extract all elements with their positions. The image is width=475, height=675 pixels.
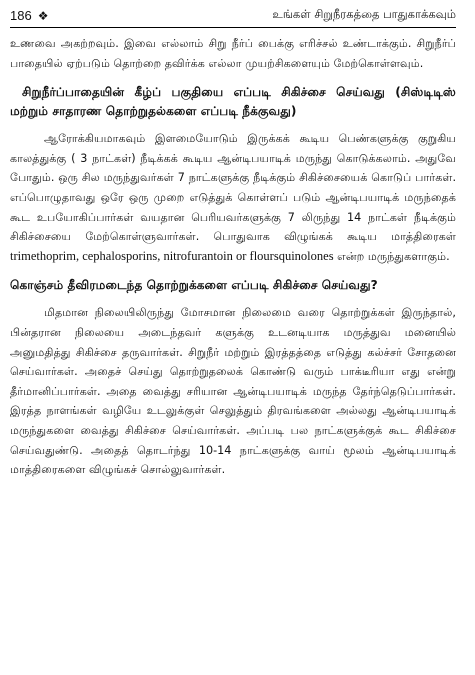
severe-infection-paragraph: மிதமான நிலையிலிருந்து மோசமான நிலைமை வரை தொற்றுக்கள் இருந்தால், பின்தரான நிலையை அடைந்தவர் களுக்கு உடனடியாக மருத்துவ மனையில் அனுமதித்து சிகிச்சை தருவார்கள். சிறுநீர் மற்றும் இரத்தத்தை எடுத்து கல்ச்சர் சோதனை செய்வார்கள். அதைச் செய்து தொற்றுதலைக் கொண்டு வரும் பாக்டீரியா எது என்று தீர்மானிப்பார்கள். அதை வைத்து சரியான ஆன்டிபயாடிக் மருந்த தேர்ந்தெடுப்பார்கள். இரத்த நாளங்கள் வழியே உடலுக்குள் செலுத்தும் திரவங்களை அல்லது ஆன்டிபயாடிக் மருந்துகளை வைத்து சிகிச்சை செய்வார்கள். அப்படி பல நாட்களுக்குக் கூட சிகிச்சை செய்வதுண்டு. அதைத் தொடர்ந்து 10-14 நாட்களுக்கு வாய் மூலம் ஆன்டிபயாடிக் மாத்திரைகளை விழுங்கச் சொல்லுவார்கள்.	[10, 306, 456, 477]
ornament-icon: ❖	[37, 8, 49, 23]
running-title: உங்கள் சிறுநீரகத்தை பாதுகாக்கவும்	[272, 7, 456, 21]
section-heading-severe-infection: கொஞ்சம் தீவிரமடைந்த தொற்றுக்களை எப்படி சிகிச்சை செய்வது?	[10, 278, 378, 293]
lower-tract-text-1: ஆரோக்கியமாகவும் இளமையோடும் இருக்கக் கூடிய பெண்களுக்கு குறுகிய காலத்துக்கு ( 3 நாட்கள்) நீடிக்கக் கூடிய ஆன்டிபயாடிக் மருந்து கொடுக்கலாம். அதுவே போதும். ஒரு சில மருந்துவர்கள் 7 நாட்களுக்கு நீடிக்கும் சிகிச்சையைக் கொடுப் பார்கள். எப்பொழுதாவது ஒரே ஒரு முறை எடுத்துக் கொள்ளப் படும் ஆன்டிபயாடிக் மருந்தைக் கூட உபயோகிப்பார்கள் வயதான பெரியவர்களுக்கு 7 லிருந்து 14 நாட்கள் நீடிக்கும் சிகிச்சையை மேற்கொள்ளுவார்கள். பொதுவாக விழுங்கக் கூடிய மாத்திரைகள்	[10, 132, 456, 244]
page-number: 186	[10, 7, 32, 23]
drug-names: trimethoprim, cephalosporins, nitrofurantoin or floursquinolones	[10, 248, 334, 263]
page-header	[10, 3, 456, 28]
lower-tract-paragraph	[10, 129, 456, 266]
intro-paragraph: உணவை அகற்றவும். இவை எல்லாம் சிறு நீர்ப் பைக்கு எரிச்சல் உண்டாக்கும். சிறுநீர்ப் பாதையில் ஏற்படும் தொற்றை தவிர்க்க எல்லா முயற்சிகளையும் மேற்கொள்ளவும்.	[10, 37, 456, 70]
page-body	[10, 34, 456, 480]
lower-tract-text-2: என்ற மருந்துகளாகும்.	[337, 249, 450, 263]
page-number-group	[10, 8, 48, 23]
section-heading-lower-tract: சிறுநீர்ப்பாதையின் கீழ்ப் பகுதியை எப்படி சிகிச்சை செய்வது (சிஸ்டிடிஸ் மற்றும் சாதாரண தொற்றுதல்களை எப்படி நீக்குவது)	[10, 85, 456, 119]
